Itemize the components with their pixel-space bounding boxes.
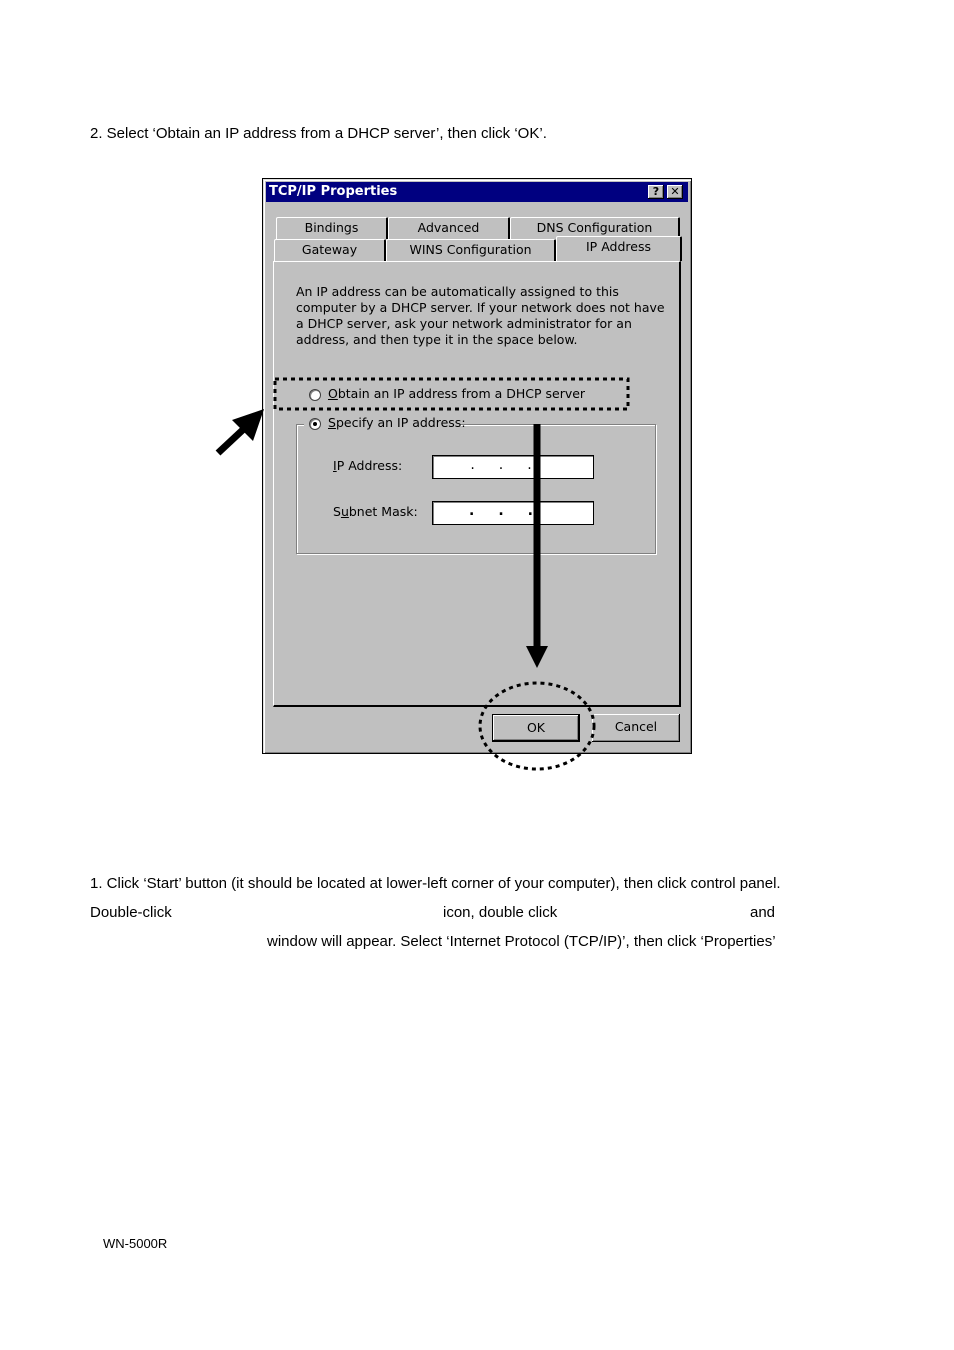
obtain-ip-text: btain an IP address from a DHCP server xyxy=(337,386,586,401)
specify-ip-mnemonic: S xyxy=(328,415,336,430)
step1-line2-b: icon, double click xyxy=(443,904,558,921)
tab-advanced[interactable]: Advanced xyxy=(388,217,510,239)
subnet-label-mnemonic: u xyxy=(340,504,349,519)
ok-button[interactable]: OK xyxy=(492,714,580,742)
dialog-title: TCP/IP Properties xyxy=(269,184,398,199)
specify-ip-text: pecify an IP address: xyxy=(335,415,466,430)
step2-instruction: 2. Select ‘Obtain an IP address from a DHCP server’, then click ‘OK’. xyxy=(90,125,547,142)
down-arrow-icon xyxy=(526,424,548,668)
close-button[interactable]: ✕ xyxy=(667,185,683,199)
tab-wins-configuration[interactable]: WINS Configuration xyxy=(386,239,556,261)
ip-label-mnemonic: I xyxy=(333,458,337,473)
cancel-button[interactable]: Cancel xyxy=(592,714,680,742)
dhcp-highlight-box xyxy=(275,379,628,409)
step1-line2-c: and xyxy=(750,904,776,921)
tab-gateway[interactable]: Gateway xyxy=(274,239,386,261)
ip-label-post: P Address: xyxy=(336,458,403,473)
step1-line3: window will appear. Select ‘Internet Protocol (TCP/IP)’, then click ‘Properties’ xyxy=(267,933,776,950)
tab-bindings[interactable]: Bindings xyxy=(276,217,388,239)
ok-highlight-circle xyxy=(480,683,594,769)
footer-model: WN-5000R xyxy=(103,1236,168,1251)
dhcp-description: An IP address can be automatically assigned to this computer by a DHCP server. If your network does not have a DHCP server, ask your network administrator for an address, and then type it in the space below. xyxy=(296,284,665,347)
diagonal-arrow-icon xyxy=(218,409,264,453)
help-button[interactable]: ? xyxy=(648,185,664,199)
step1-line1: 1. Click ‘Start’ button (it should be located at lower-left corner of your computer), then click control panel. xyxy=(90,875,781,892)
tab-dns-configuration[interactable]: DNS Configuration xyxy=(510,217,680,239)
obtain-ip-mnemonic: O xyxy=(328,386,338,401)
subnet-mask-input[interactable]: ... xyxy=(432,501,594,525)
tab-ip-address[interactable]: IP Address xyxy=(556,236,682,261)
ip-address-input[interactable]: ... xyxy=(432,455,594,479)
step1-line2-a: Double-click xyxy=(90,904,172,921)
subnet-label-pre: S xyxy=(333,504,341,519)
subnet-label-post: bnet Mask: xyxy=(348,504,418,519)
